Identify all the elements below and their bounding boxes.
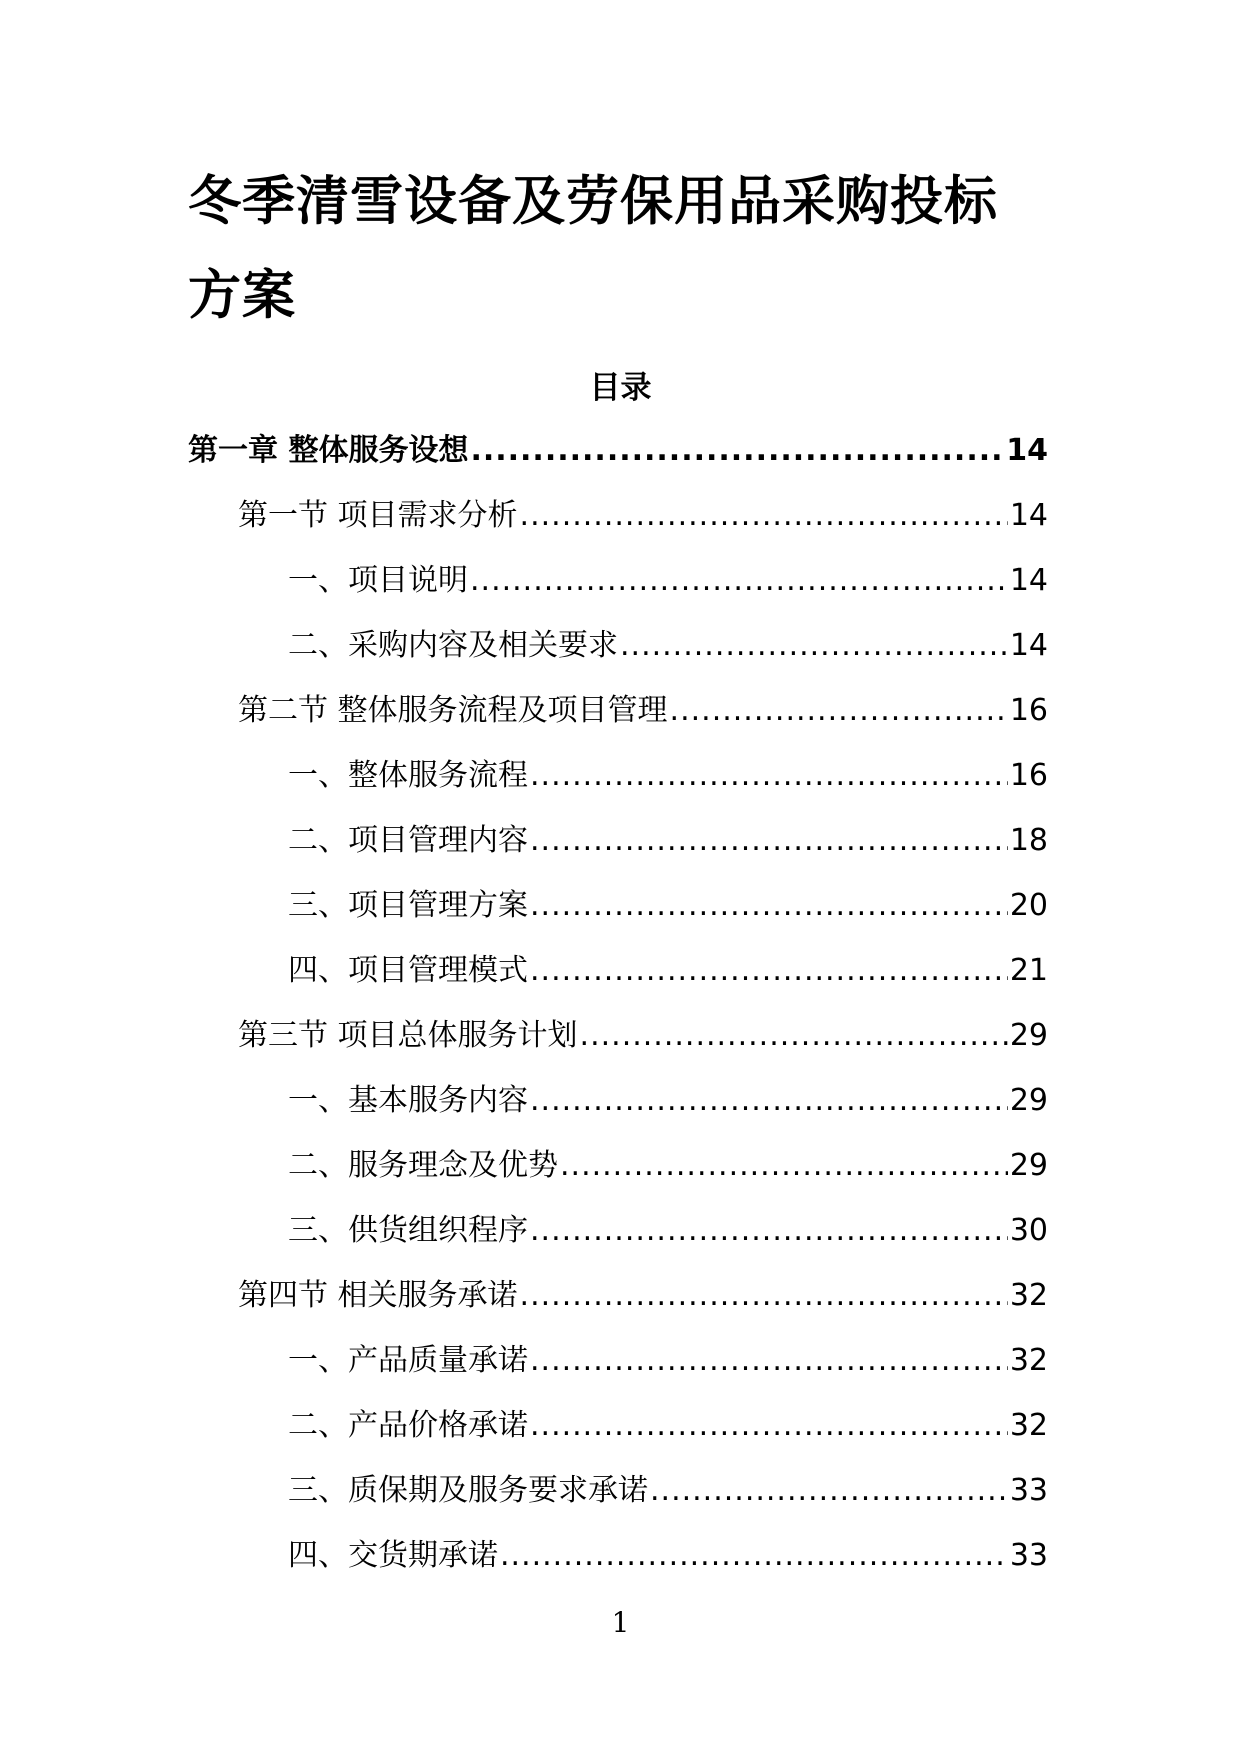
toc-entry-label: 第一节 项目需求分析 [238,498,518,533]
document-title: 冬季清雪设备及劳保用品采购投标方案 [188,171,998,326]
toc-entry[interactable] [188,1458,1048,1523]
toc-entry-label: 第二节 整体服务流程及项目管理 [238,693,668,728]
toc-entry-page: 33 [1009,1473,1048,1508]
toc-entry-page: 32 [1009,1343,1048,1378]
toc-heading: 目录 [589,370,652,406]
toc-dot-leader [530,1068,1008,1133]
table-of-contents [188,418,1048,1588]
toc-entry[interactable] [188,1393,1048,1458]
toc-entry-label: 四、交货期承诺 [288,1538,498,1573]
toc-entry-page: 14 [1006,433,1048,468]
toc-entry-label: 一、项目说明 [288,563,468,598]
toc-entry-page: 33 [1009,1538,1048,1573]
toc-entry-page: 16 [1009,693,1048,728]
toc-entry-label: 第一章 整体服务设想 [188,433,469,468]
toc-entry[interactable] [188,1263,1048,1328]
toc-entry[interactable] [188,1198,1048,1263]
toc-entry-label: 一、产品质量承诺 [288,1343,528,1378]
toc-dot-leader [470,548,1008,613]
toc-entry[interactable] [188,743,1048,808]
toc-entry[interactable] [188,1328,1048,1393]
toc-entry-label: 三、供货组织程序 [288,1213,528,1248]
toc-entry-page: 29 [1009,1148,1048,1183]
toc-dot-leader [530,873,1008,938]
toc-dot-leader [670,678,1008,743]
toc-entry-page: 20 [1009,888,1048,923]
toc-entry-page: 14 [1009,563,1048,598]
toc-dot-leader [650,1458,1008,1523]
toc-entry-label: 第四节 相关服务承诺 [238,1278,518,1313]
toc-dot-leader [530,1198,1008,1263]
toc-entry[interactable] [188,483,1048,548]
toc-entry[interactable] [188,1003,1048,1068]
toc-dot-leader [530,808,1008,873]
toc-entry-label: 四、项目管理模式 [288,953,528,988]
toc-entry-page: 29 [1009,1083,1048,1118]
toc-dot-leader [530,1328,1008,1393]
toc-entry-label: 二、产品价格承诺 [288,1408,528,1443]
toc-dot-leader [530,938,1008,1003]
toc-entry-label: 二、服务理念及优势 [288,1148,558,1183]
toc-dot-leader [560,1133,1008,1198]
toc-entry-label: 第三节 项目总体服务计划 [238,1018,578,1053]
toc-dot-leader [520,1263,1008,1328]
toc-dot-leader [620,613,1008,678]
toc-entry-page: 32 [1009,1408,1048,1443]
toc-entry-label: 三、质保期及服务要求承诺 [288,1473,648,1508]
toc-dot-leader [500,1523,1008,1588]
toc-entry-page: 32 [1009,1278,1048,1313]
toc-entry[interactable] [188,1523,1048,1588]
toc-entry-page: 18 [1009,823,1048,858]
toc-entry-label: 一、基本服务内容 [288,1083,528,1118]
toc-entry[interactable] [188,938,1048,1003]
toc-dot-leader [530,743,1008,808]
toc-dot-leader [580,1003,1008,1068]
toc-entry-page: 14 [1009,628,1048,663]
toc-entry[interactable] [188,808,1048,873]
toc-entry[interactable] [188,548,1048,613]
toc-entry-page: 16 [1009,758,1048,793]
toc-entry[interactable] [188,1133,1048,1198]
toc-dot-leader [470,418,1004,483]
toc-entry[interactable] [188,873,1048,938]
toc-entry-page: 30 [1009,1213,1048,1248]
toc-entry[interactable] [188,1068,1048,1133]
toc-entry[interactable] [188,418,1048,483]
toc-entry-page: 14 [1009,498,1048,533]
toc-dot-leader [520,483,1008,548]
toc-entry[interactable] [188,678,1048,743]
toc-entry-label: 二、采购内容及相关要求 [288,628,618,663]
toc-entry-page: 21 [1009,953,1048,988]
toc-entry-label: 三、项目管理方案 [288,888,528,923]
toc-entry-label: 一、整体服务流程 [288,758,528,793]
toc-entry-label: 二、项目管理内容 [288,823,528,858]
toc-entry-page: 29 [1009,1018,1048,1053]
toc-dot-leader [530,1393,1008,1458]
page-number: 1 [611,1606,630,1639]
toc-entry[interactable] [188,613,1048,678]
